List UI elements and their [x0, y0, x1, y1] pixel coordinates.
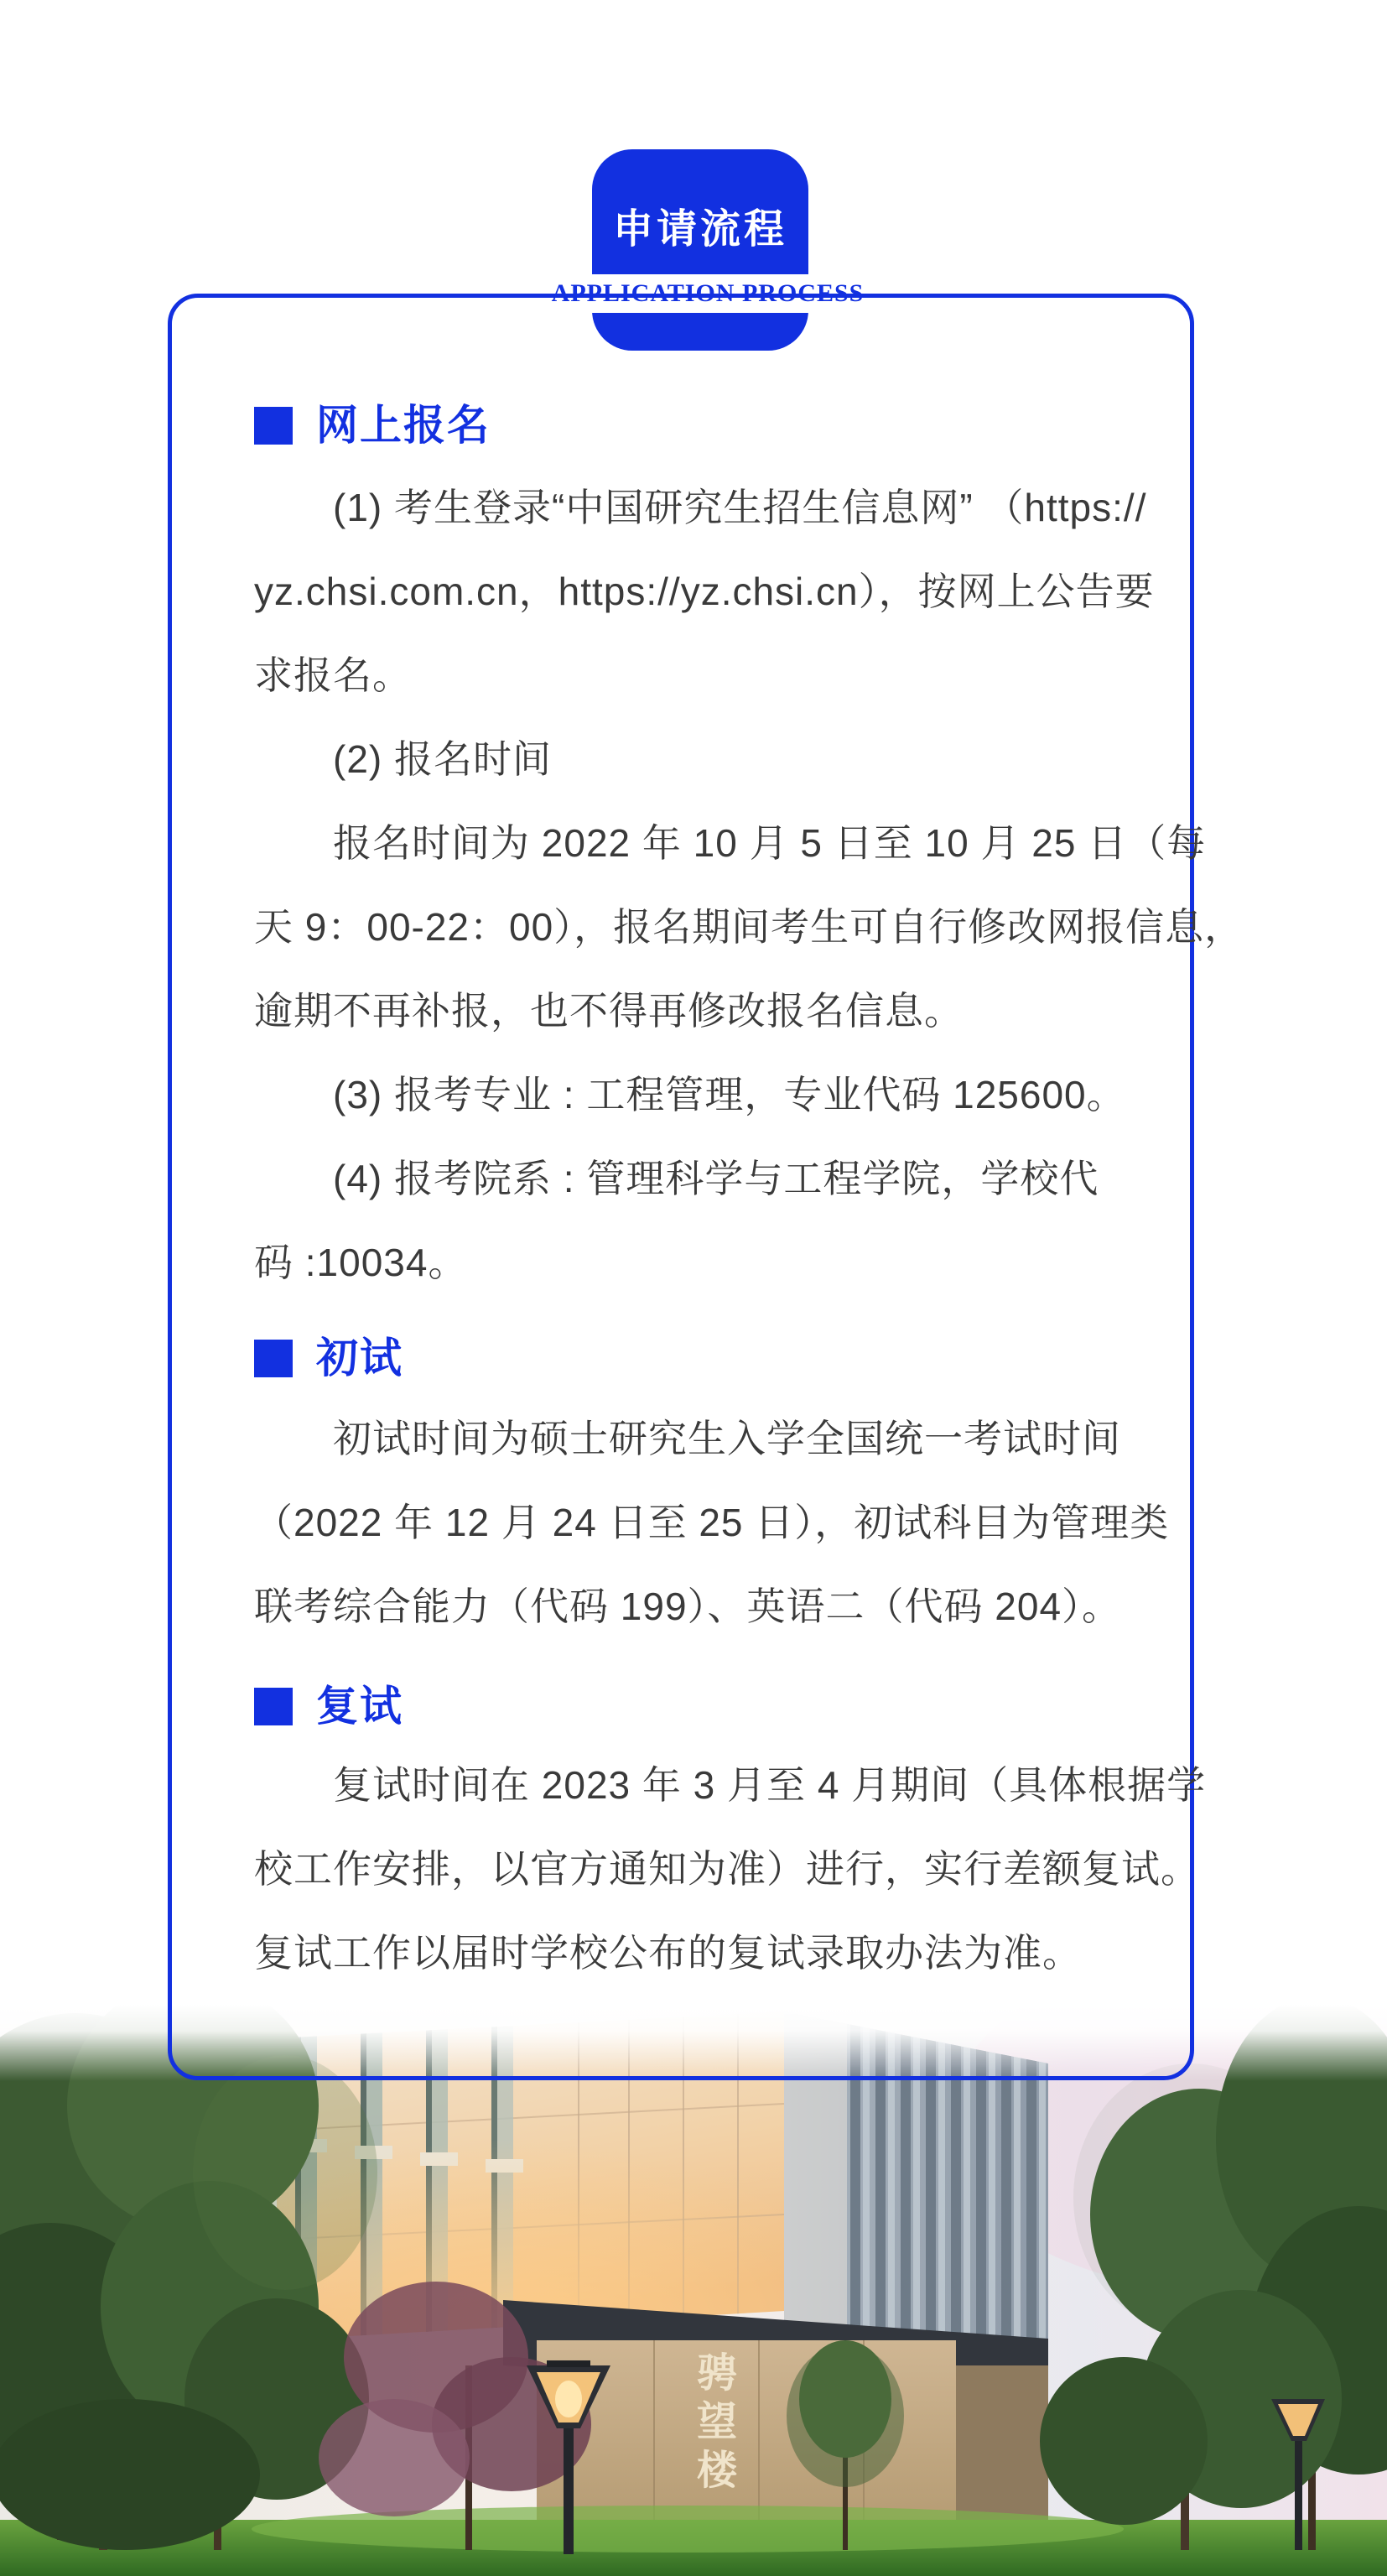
body-line: 初试时间为硕士研究生入学全国统一考试时间	[333, 1417, 1121, 1460]
body-line: 报名时间为 2022 年 10 月 5 日至 10 月 25 日（每	[333, 821, 1207, 865]
section-heading	[254, 1682, 403, 1730]
body-line: 天 9：00-22：00），报名期间考生可自行修改网报信息，	[254, 905, 1244, 949]
body-line: （2022 年 12 月 24 日至 25 日），初试科目为管理类	[254, 1501, 1170, 1544]
body-line: (4) 报考院系 : 管理科学与工程学院，学校代	[333, 1157, 1099, 1200]
building-sign-char: 楼	[696, 2449, 738, 2493]
body-line: 复试时间在 2023 年 3 月至 4 月期间（具体根据学	[333, 1763, 1207, 1807]
section-heading-label: 初试	[316, 1335, 403, 1382]
body-line: 校工作安排，以官方通知为准）进行，实行差额复试。	[254, 1847, 1200, 1891]
badge-subtitle: APPLICATION PROCESS	[551, 279, 865, 307]
building-sign-char: 骋	[696, 2351, 738, 2396]
body-line: 逾期不再补报，也不得再修改报名信息。	[254, 989, 964, 1033]
section-bullet-icon	[254, 1688, 293, 1725]
section-body	[254, 466, 1244, 1304]
body-line: (1) 考生登录“中国研究生招生信息网” （https://	[333, 486, 1147, 529]
badge-title: 申请流程	[612, 207, 787, 252]
building-sign	[697, 2351, 738, 2493]
body-line: 复试工作以届时学校公布的复试录取办法为准。	[254, 1931, 1082, 1975]
body-line: (3) 报考专业 : 工程管理，专业代码 125600。	[333, 1073, 1126, 1116]
section-heading-label: 网上报名	[316, 402, 491, 449]
body-line: 码 :10034。	[254, 1241, 468, 1284]
section-heading	[254, 401, 491, 450]
body-line: yz.chsi.com.cn，https://yz.chsi.cn），按网上公告要	[254, 570, 1155, 613]
section-body	[254, 1743, 1207, 1995]
body-line: (2) 报名时间	[333, 737, 552, 781]
section-body	[254, 1397, 1170, 1648]
section-heading-label: 复试	[316, 1683, 403, 1730]
section-bullet-icon	[254, 407, 293, 445]
building-sign-char: 望	[696, 2400, 738, 2444]
body-line: 联考综合能力（代码 199）、英语二（代码 204）。	[254, 1585, 1122, 1628]
section-heading	[254, 1334, 403, 1382]
campus-photo	[0, 2005, 1387, 2576]
body-line: 求报名。	[254, 653, 412, 697]
section-bullet-icon	[254, 1340, 293, 1377]
